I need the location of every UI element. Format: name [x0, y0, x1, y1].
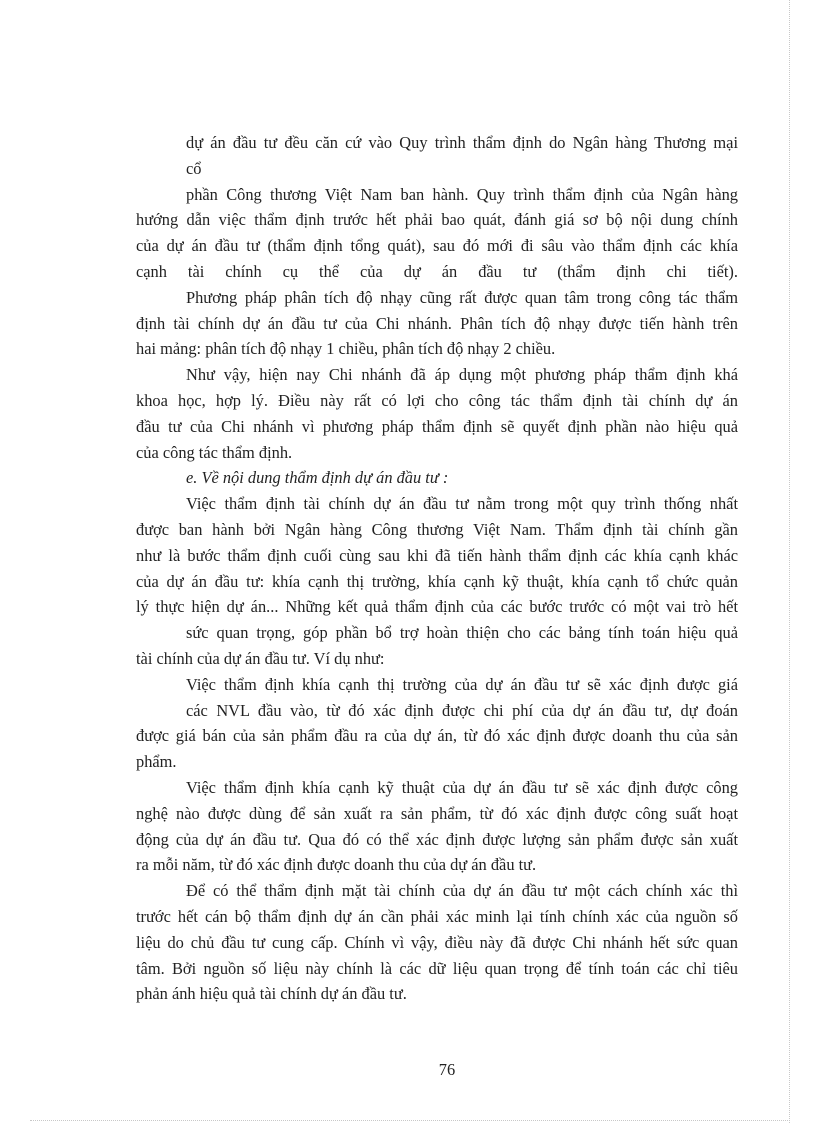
text-line: ra mỗi năm, từ đó xác định được doanh thu của dự án đầu tư.: [136, 855, 537, 874]
text-line: được giá bán của sản phẩm đầu ra của dự án, từ đó xác định được doanh thu của sản: [136, 726, 738, 745]
page-edge-right: [789, 0, 790, 1123]
text-line: của dự án đầu tư (thẩm định tổng quát), sau đó mới đi sâu vào thẩm định các khía: [136, 236, 738, 255]
text-line: trước hết cán bộ thẩm định dự án cần phải xác minh lại tính chính xác của nguồn số: [136, 907, 738, 926]
text-line: Việc thẩm định tài chính dự án đầu tư nằm trong một quy trình thống nhất: [186, 494, 738, 513]
text-line: Phương pháp phân tích độ nhạy cũng rất được quan tâm trong công tác thẩm: [186, 288, 738, 307]
text-line: cổ: [186, 159, 202, 178]
text-line: Như vậy, hiện nay Chi nhánh đã áp dụng một phương pháp thẩm định khá: [186, 365, 738, 384]
text-line: hai mảng: phân tích độ nhạy 1 chiều, phân tích độ nhạy 2 chiều.: [136, 339, 556, 358]
text-line: định tài chính dự án đầu tư của Chi nhánh. Phân tích độ nhạy được tiến hành trên: [136, 314, 738, 333]
text-line: các NVL đầu vào, từ đó xác định được chi phí của dự án đầu tư, dự đoán: [186, 701, 738, 720]
text-line: Việc thẩm định khía cạnh kỹ thuật của dự án đầu tư sẽ xác định được công: [186, 778, 738, 797]
text-line: tài chính của dự án đầu tư. Ví dụ như:: [136, 649, 385, 668]
text-line: được ban hành bởi Ngân hàng Công thương Việt Nam. Thẩm định tài chính gần: [136, 520, 738, 539]
text-line: sức quan trọng, góp phần bổ trợ hoàn thiện cho các bảng tính toán hiệu quả: [186, 623, 738, 642]
text-line: phản ánh hiệu quả tài chính dự án đầu tư.: [136, 984, 407, 1003]
text-line: tâm. Bởi nguồn số liệu này chính là các dữ liệu quan trọng để tính toán các chỉ tiêu: [136, 959, 738, 978]
text-line: hướng dẫn việc thẩm định trước hết phải bao quát, đánh giá sơ bộ nội dung chính: [136, 210, 738, 229]
text-line: của công tác thẩm định.: [136, 443, 293, 462]
text-line: Để có thể thẩm định mặt tài chính của dự án đầu tư một cách chính xác thì: [186, 881, 738, 900]
page-number: 76: [438, 1060, 456, 1079]
text-line: động của dự án đầu tư. Qua đó có thể xác định được lượng sản phẩm được sản xuất: [136, 830, 738, 849]
text-line: của dự án đầu tư: khía cạnh thị trường, khía cạnh kỹ thuật, khía cạnh tổ chức quản: [136, 572, 738, 591]
page-edge-bottom: [30, 1120, 790, 1121]
text-line: lý thực hiện dự án... Những kết quả thẩm định của các bước trước có một vai trò hết: [136, 597, 738, 616]
text-line: Việc thẩm định khía cạnh thị trường của dự án đầu tư sẽ xác định được giá: [186, 675, 738, 694]
text-line: nghệ nào được dùng để sản xuất ra sản phẩm, từ đó xác định được công suất hoạt: [136, 804, 738, 823]
section-heading: e. Về nội dung thẩm định dự án đầu tư :: [186, 468, 449, 487]
text-line: đầu tư của Chi nhánh vì phương pháp thẩm định sẽ quyết định phần nào hiệu quả: [136, 417, 738, 436]
text-line: liệu do chủ đầu tư cung cấp. Chính vì vậy, điều này đã được Chi nhánh hết sức quan: [136, 933, 738, 952]
text-line: phẩm.: [136, 752, 177, 771]
text-line: như là bước thẩm định cuối cùng sau khi đã tiến hành thẩm định các khía cạnh khác: [136, 546, 738, 565]
text-line: dự án đầu tư đều căn cứ vào Quy trình thẩm định do Ngân hàng Thương mại: [186, 133, 738, 152]
text-line: khoa học, hợp lý. Điều này rất có lợi cho công tác thẩm định tài chính dự án: [136, 391, 738, 410]
text-line: phần Công thương Việt Nam ban hành. Quy trình thẩm định của Ngân hàng: [186, 185, 738, 204]
text-line: cạnh tài chính cụ thể của dự án đầu tư (thẩm định chi tiết).: [136, 262, 738, 281]
